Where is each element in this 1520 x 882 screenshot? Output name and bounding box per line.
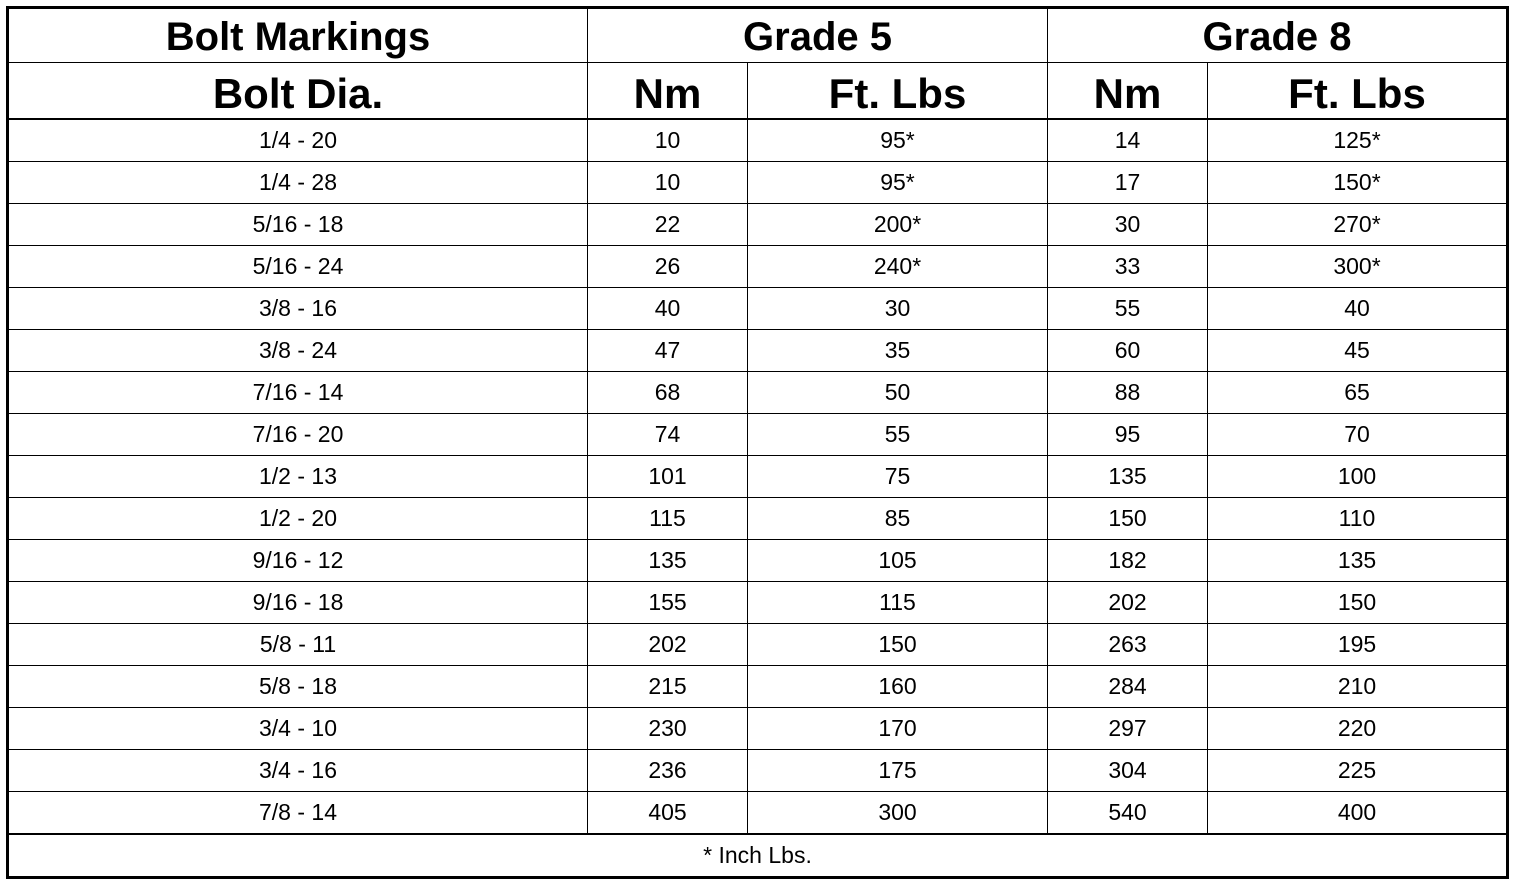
cell-grade-5-ft-lbs: 85 [748,498,1048,540]
cell-grade-8-ft-lbs: 110 [1208,498,1508,540]
header-bolt-dia: Bolt Dia. [8,63,588,120]
cell-grade-5-ft-lbs: 35 [748,330,1048,372]
cell-grade-8-ft-lbs: 220 [1208,708,1508,750]
cell-grade-5-nm: 68 [588,372,748,414]
cell-grade-5-nm: 40 [588,288,748,330]
cell-grade-5-nm: 236 [588,750,748,792]
cell-grade-5-ft-lbs: 160 [748,666,1048,708]
cell-grade-5-ft-lbs: 105 [748,540,1048,582]
header-row-grades [8,8,1508,63]
cell-grade-5-ft-lbs: 95* [748,119,1048,162]
cell-bolt-dia: 1/2 - 20 [8,498,588,540]
cell-grade-5-nm: 405 [588,792,748,835]
cell-bolt-dia: 5/8 - 18 [8,666,588,708]
table-row [8,372,1508,414]
cell-grade-5-ft-lbs: 240* [748,246,1048,288]
cell-grade-8-ft-lbs: 195 [1208,624,1508,666]
cell-bolt-dia: 1/4 - 28 [8,162,588,204]
cell-grade-5-ft-lbs: 200* [748,204,1048,246]
cell-grade-8-ft-lbs: 225 [1208,750,1508,792]
header-grade-8-ft-lbs: Ft. Lbs [1208,63,1508,120]
cell-grade-8-nm: 202 [1048,582,1208,624]
header-bolt-markings: Bolt Markings [8,8,588,63]
footnote-row [8,834,1508,878]
cell-grade-8-nm: 33 [1048,246,1208,288]
cell-grade-5-nm: 215 [588,666,748,708]
table-row [8,624,1508,666]
cell-grade-8-ft-lbs: 70 [1208,414,1508,456]
header-grade-8-nm: Nm [1048,63,1208,120]
cell-grade-8-ft-lbs: 150* [1208,162,1508,204]
cell-grade-5-ft-lbs: 30 [748,288,1048,330]
cell-grade-8-ft-lbs: 300* [1208,246,1508,288]
cell-bolt-dia: 5/8 - 11 [8,624,588,666]
cell-grade-5-ft-lbs: 300 [748,792,1048,835]
table-row [8,708,1508,750]
cell-bolt-dia: 3/4 - 16 [8,750,588,792]
cell-bolt-dia: 7/8 - 14 [8,792,588,835]
cell-grade-5-nm: 202 [588,624,748,666]
cell-grade-8-nm: 284 [1048,666,1208,708]
cell-grade-5-nm: 135 [588,540,748,582]
cell-grade-8-ft-lbs: 125* [1208,119,1508,162]
cell-grade-5-nm: 26 [588,246,748,288]
cell-grade-5-nm: 10 [588,162,748,204]
table-row [8,204,1508,246]
cell-grade-8-nm: 135 [1048,456,1208,498]
cell-bolt-dia: 1/2 - 13 [8,456,588,498]
cell-grade-8-ft-lbs: 100 [1208,456,1508,498]
cell-grade-8-nm: 95 [1048,414,1208,456]
cell-grade-8-nm: 55 [1048,288,1208,330]
cell-bolt-dia: 1/4 - 20 [8,119,588,162]
cell-grade-5-ft-lbs: 115 [748,582,1048,624]
cell-grade-8-nm: 60 [1048,330,1208,372]
cell-bolt-dia: 5/16 - 24 [8,246,588,288]
header-grade-5-ft-lbs: Ft. Lbs [748,63,1048,120]
header-grade-8: Grade 8 [1048,8,1508,63]
cell-grade-8-nm: 540 [1048,792,1208,835]
cell-bolt-dia: 7/16 - 20 [8,414,588,456]
table-row [8,414,1508,456]
header-grade-5: Grade 5 [588,8,1048,63]
cell-grade-5-nm: 155 [588,582,748,624]
cell-grade-5-nm: 22 [588,204,748,246]
table-row [8,498,1508,540]
cell-grade-5-ft-lbs: 55 [748,414,1048,456]
cell-grade-8-ft-lbs: 40 [1208,288,1508,330]
table-row [8,540,1508,582]
cell-grade-5-nm: 10 [588,119,748,162]
cell-grade-5-ft-lbs: 150 [748,624,1048,666]
cell-grade-8-nm: 263 [1048,624,1208,666]
table-row [8,456,1508,498]
cell-grade-5-nm: 74 [588,414,748,456]
cell-grade-8-nm: 182 [1048,540,1208,582]
cell-grade-8-nm: 150 [1048,498,1208,540]
cell-grade-8-nm: 14 [1048,119,1208,162]
cell-grade-5-ft-lbs: 175 [748,750,1048,792]
cell-grade-5-ft-lbs: 75 [748,456,1048,498]
cell-bolt-dia: 5/16 - 18 [8,204,588,246]
cell-bolt-dia: 7/16 - 14 [8,372,588,414]
cell-bolt-dia: 3/8 - 24 [8,330,588,372]
cell-grade-8-ft-lbs: 150 [1208,582,1508,624]
table-row [8,162,1508,204]
cell-bolt-dia: 3/8 - 16 [8,288,588,330]
cell-grade-8-nm: 304 [1048,750,1208,792]
table-row [8,288,1508,330]
cell-grade-8-nm: 297 [1048,708,1208,750]
table-row [8,582,1508,624]
cell-grade-5-ft-lbs: 170 [748,708,1048,750]
table-row [8,792,1508,835]
footnote-inch-lbs: * Inch Lbs. [8,834,1508,878]
cell-grade-8-ft-lbs: 135 [1208,540,1508,582]
table-body [8,8,1508,878]
cell-grade-5-ft-lbs: 50 [748,372,1048,414]
cell-grade-5-ft-lbs: 95* [748,162,1048,204]
cell-grade-8-nm: 88 [1048,372,1208,414]
table-row [8,119,1508,162]
cell-grade-5-nm: 101 [588,456,748,498]
table-row [8,666,1508,708]
cell-grade-8-ft-lbs: 400 [1208,792,1508,835]
bolt-torque-table [6,6,1509,879]
cell-grade-8-ft-lbs: 65 [1208,372,1508,414]
cell-grade-8-ft-lbs: 270* [1208,204,1508,246]
table-row [8,246,1508,288]
header-row-units [8,63,1508,120]
cell-grade-5-nm: 47 [588,330,748,372]
header-grade-5-nm: Nm [588,63,748,120]
cell-grade-8-ft-lbs: 45 [1208,330,1508,372]
cell-grade-8-nm: 30 [1048,204,1208,246]
cell-grade-8-ft-lbs: 210 [1208,666,1508,708]
table-row [8,750,1508,792]
cell-grade-5-nm: 115 [588,498,748,540]
cell-bolt-dia: 9/16 - 12 [8,540,588,582]
cell-bolt-dia: 9/16 - 18 [8,582,588,624]
cell-grade-8-nm: 17 [1048,162,1208,204]
cell-bolt-dia: 3/4 - 10 [8,708,588,750]
cell-grade-5-nm: 230 [588,708,748,750]
table-row [8,330,1508,372]
